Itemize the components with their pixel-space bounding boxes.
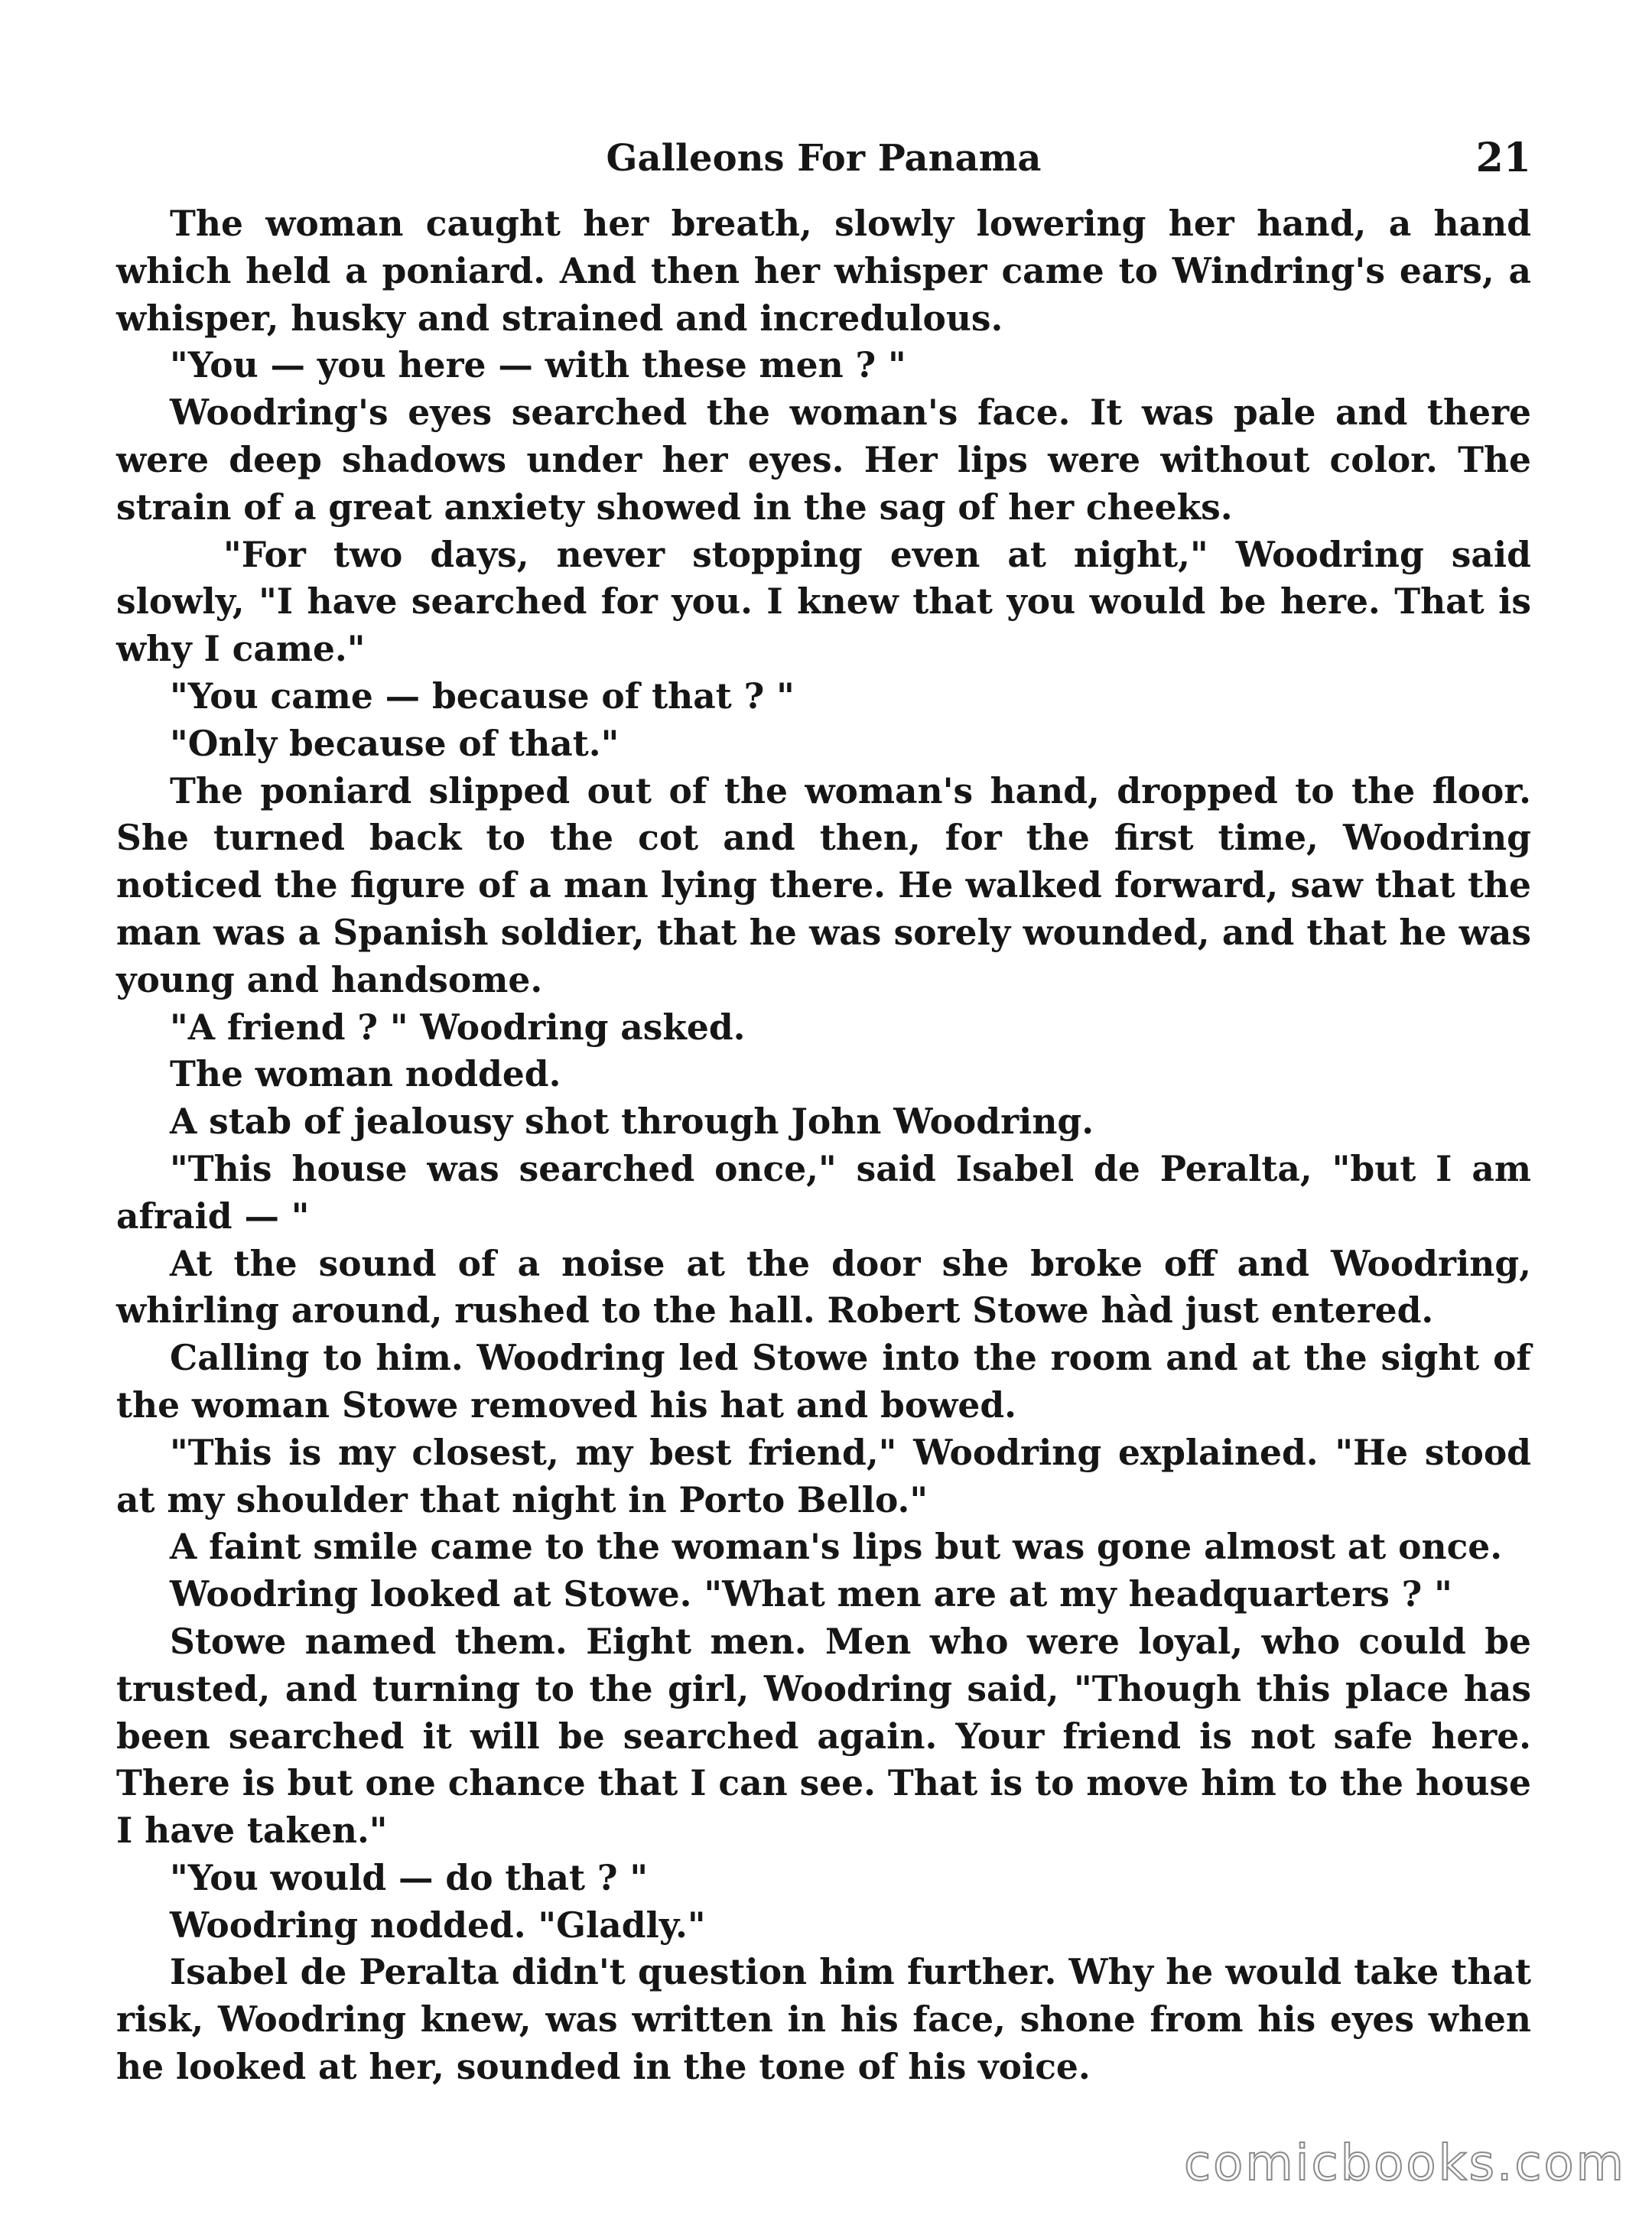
paragraph: "You would — do that ? " bbox=[170, 1856, 649, 1898]
paragraph: The woman nodded. bbox=[170, 1053, 561, 1095]
paragraph: "You came — because of that ? " bbox=[170, 675, 795, 717]
paragraph: Woodring nodded. "Gladly." bbox=[170, 1904, 706, 1946]
paragraph: Woodring looked at Stowe. "What men are at my headquarters ? " bbox=[170, 1573, 1452, 1615]
paragraph: Stowe named them. Eight men. Men who were loyal, who could be trusted, and turning to the girl, Woodring said, "Though this place has been searched it will be searched again. Your friend is not safe here. There is but one chance that I can see. That is to move him to the house I have taken." bbox=[116, 1620, 1531, 1852]
paragraph: "This is my closest, my best friend," Woodring explained. "He stood at my shoulder that night in Porto Bello." bbox=[116, 1431, 1531, 1520]
watermark: comicbooks.com bbox=[1183, 2135, 1626, 2192]
running-title: Galleons For Panama bbox=[606, 137, 1042, 180]
paragraph: At the sound of a noise at the door she broke off and Woodring, whirling around, rushed to the hall. Robert Stowe hàd just entered. bbox=[116, 1242, 1531, 1332]
page-number: 21 bbox=[1475, 135, 1531, 181]
paragraph: A stab of jealousy shot through John Woodring. bbox=[170, 1101, 1094, 1143]
paragraph: The poniard slipped out of the woman's hand, dropped to the floor. She turned back to the cot and then, for the first time, Woodring noticed the figure of a man lying there. He walked forward, saw that the man was a Spanish soldier, that he was sorely wounded, and that he was young and handsome. bbox=[116, 769, 1531, 1000]
body-text bbox=[116, 200, 1531, 2091]
paragraph: "Only because of that." bbox=[170, 722, 620, 764]
paragraph: Isabel de Peralta didn't question him further. Why he would take that risk, Woodring knew, was written in his face, shone from his eyes when he looked at her, sounded in the tone of his voice. bbox=[116, 1951, 1531, 2088]
paragraph: Woodring's eyes searched the woman's face. It was pale and there were deep shadows under her eyes. Her lips were without color. The strain of a great anxiety showed in the sag of her cheeks. bbox=[116, 392, 1531, 528]
paragraph: "You — you here — with these men ? " bbox=[170, 344, 906, 386]
paragraph: The woman caught her breath, slowly lowering her hand, a hand which held a poniard. And then her whisper came to Windring's ears, a whisper, husky and strained and incredulous. bbox=[116, 203, 1531, 339]
paragraph: Calling to him. Woodring led Stowe into the room and at the sight of the woman Stowe removed his hat and bowed. bbox=[116, 1337, 1531, 1426]
paragraph: "A friend ? " Woodring asked. bbox=[170, 1006, 746, 1048]
page-header bbox=[116, 132, 1531, 185]
paragraph: "This house was searched once," said Isabel de Peralta, "but I am afraid — " bbox=[116, 1147, 1531, 1237]
paragraph: A faint smile came to the woman's lips but was gone almost at once. bbox=[170, 1526, 1503, 1568]
paragraph: "For two days, never stopping even at night," Woodring said slowly, "I have searched for you. I knew that you would be here. That is why I came." bbox=[116, 533, 1531, 670]
